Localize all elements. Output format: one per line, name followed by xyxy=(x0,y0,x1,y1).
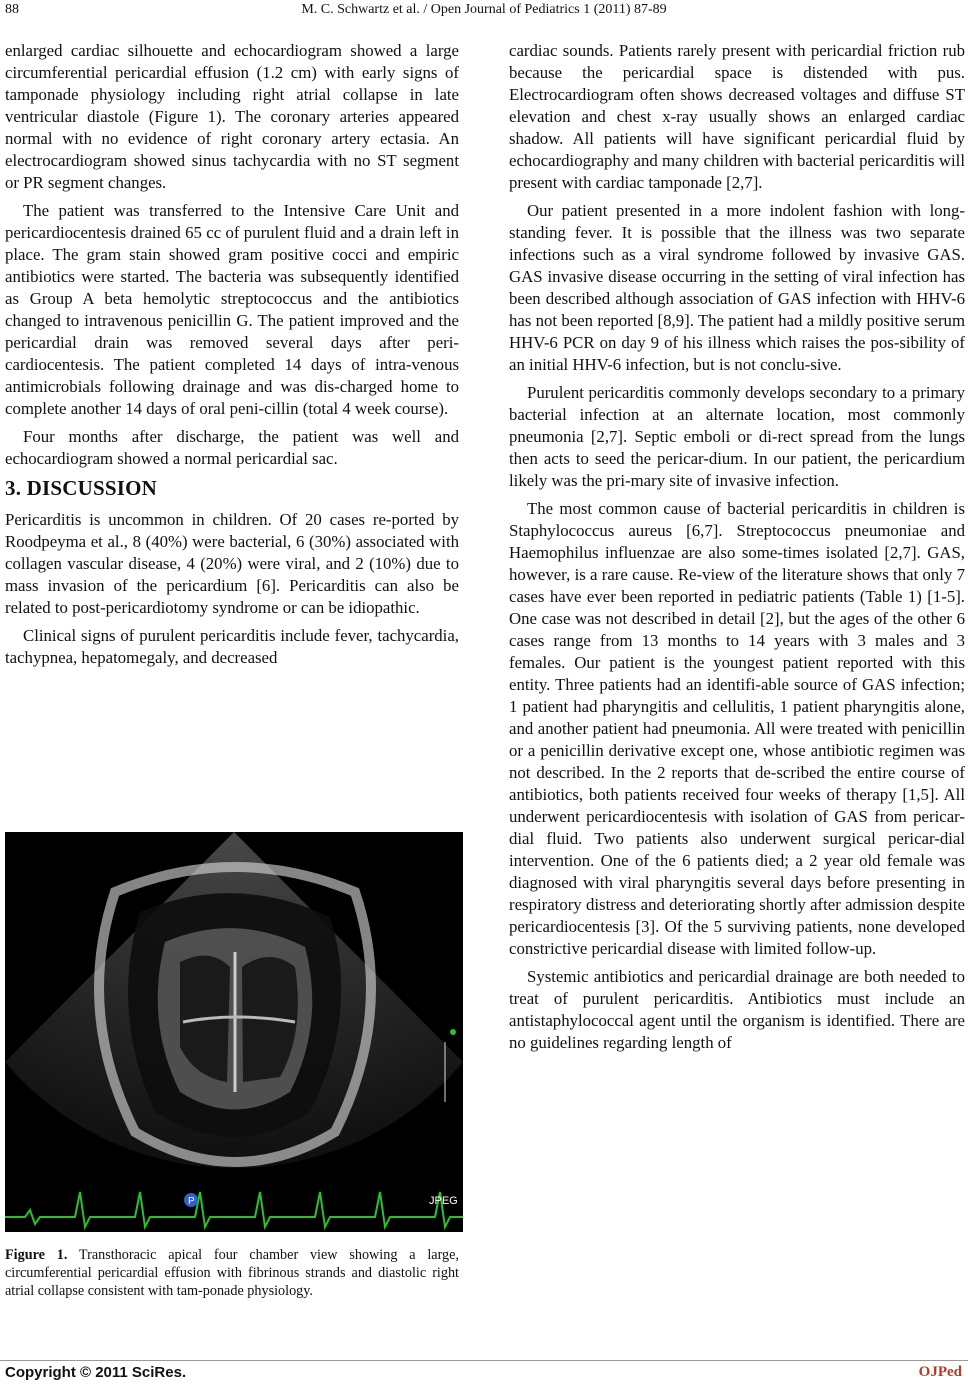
right-paragraph-3: Purulent pericarditis commonly develops secondary to a primary bacterial infection at an alternate location, most commonly pneumonia [2,7]. Septic emboli or di-rect spread from the lungs then acts to seed the pericar-dium. In our patient, the pericardium likely was the pri-mary site of invasive infection. xyxy=(509,383,965,490)
figure-caption xyxy=(5,1246,459,1300)
page-header xyxy=(0,2,968,24)
left-paragraph-1: enlarged cardiac silhouette and echocardiogram showed a large circumferential pericardial effusion (1.2 cm) with early signs of tamponade physiology including right atrial collapse in late ventricular diastole (Figure 1). The coronary arteries appeared normal with no evidence of right coronary artery ectasia. An electrocardiogram showed sinus tachycardia with no ST segment or PR segment changes. xyxy=(5,41,459,192)
figure-label: Figure 1. xyxy=(5,1247,68,1263)
section-heading-discussion: 3. DISCUSSION xyxy=(5,476,157,500)
echocardiogram-figure xyxy=(5,832,463,1232)
right-paragraph-2: Our patient presented in a more indolent fashion with long-standing fever. It is possible that the illness was two separate infections such as a viral syndrome followed by invasive GAS. GAS invasive disease occurring in the setting of viral infection has been described although association of GAS infection with HHV-6 has not been reported [8,9]. The patient had a mildly positive serum HHV-6 PCR on day 9 of his illness which raises the pos-sibility of an initial HHV-6 infection, but is not conclu-sive. xyxy=(509,201,965,374)
page-number: 88 xyxy=(5,2,19,17)
copyright-notice: Copyright © 2011 SciRes. xyxy=(5,1364,187,1381)
ecg-marker-label: P xyxy=(188,1196,195,1207)
right-paragraph-5: Systemic antibiotics and pericardial drainage are both needed to treat of purulent pericarditis. Antibiotics must include an antistaphylococcal agent until the organism is identified. There are no guidelines regarding length of xyxy=(509,967,965,1052)
journal-abbreviation: OJPed xyxy=(918,1364,962,1380)
left-paragraph-4: Pericarditis is uncommon in children. Of 20 cases re-ported by Roodpeyma et al., 8 (40%) were bacterial, 6 (30%) associated with collagen vascular disease, 4 (20%) were viral, and 2 (10%) due to mass invasion of the pericardium [6]. Pericarditis can also be related to post-pericardiotomy syndrome or can be idiopathic. xyxy=(5,510,459,617)
figure-caption-text: Transthoracic apical four chamber view showing a large, circumferential pericardial effusion with fibrinous strands and diastolic right atrial collapse consistent with tam-ponade physiology. xyxy=(5,1247,459,1299)
left-paragraph-5: Clinical signs of purulent pericarditis include fever, tachycardia, tachypnea, hepatomegaly, and decreased xyxy=(5,626,459,667)
jpeg-label: JPEG xyxy=(429,1195,458,1207)
echocardiogram-image xyxy=(5,832,463,1232)
right-column xyxy=(509,40,965,1060)
left-column xyxy=(5,40,459,675)
footer-rule xyxy=(0,1360,968,1361)
right-paragraph-1: cardiac sounds. Patients rarely present with pericardial friction rub because the pericardial space is distended with pus. Electrocardiogram often shows decreased voltages and diffuse ST elevation and chest x-ray usually shows an enlarged cardiac shadow. All patients will have significant pericardial fluid by echocardiography and many children with bacterial pericarditis will present with cardiac tamponade [2,7]. xyxy=(509,41,965,192)
left-paragraph-2: The patient was transferred to the Intensive Care Unit and pericardiocentesis drained 65 cc of purulent fluid and a drain left in place. The gram stain showed gram positive cocci and empiric antibiotics were started. The bacteria was subsequently identified as Group A beta hemolytic streptococcus and the antibiotics changed to intravenous penicillin G. The patient improved and the pericardial drain was removed several days after peri-cardiocentesis. The patient completed 14 days of intra-venous antimicrobials following drainage and was dis-charged home to complete another 14 days of oral peni-cillin (total 4 week course). xyxy=(5,201,459,418)
running-head: M. C. Schwartz et al. / Open Journal of Pediatrics 1 (2011) 87-89 xyxy=(301,2,667,17)
focus-marker-icon xyxy=(450,1029,456,1035)
right-paragraph-4: The most common cause of bacterial pericarditis in children is Staphylococcus aureus [6,7]. Streptococcus pneumoniae and Haemophilus influenzae are also some-times isolated [2,7]. GAS, however, is a rare cause. Re-view of the literature shows that only 7 cases have ever been reported in pediatric patients (Table 1) [1-5]. One case was not described in detail [2], but the ages of the other 6 cases range from 13 months to 14 years with 3 males and 3 females. Our patient is the youngest patient reported with this entity. Three patients had an identifi-able source of GAS infection; 1 patient had pharyngitis and cellulitis, 1 patient pharyngitis alone, and another patient had pneumonia. All were treated with penicillin or a penicillin derivative except one, whose antibiotic regimen was not described. In the 2 reports that de-scribed the entire course of antibiotics, both patients received four weeks of therapy [1,5]. All underwent pericardiocentesis with isolation of GAS from pericar-dial fluid. Two patients also underwent surgical pericar-dial intervention. One of the 6 patients died; a 2 year old female was diagnosed with viral pharyngitis several days before presenting in respiratory distress and deteriorating shortly after admission despite pericardiocentesis [3]. Of the 5 surviving patients, none developed constrictive pericardial disease with limited follow-up. xyxy=(509,499,965,958)
left-paragraph-3: Four months after discharge, the patient was well and echocardiogram showed a normal pericardial sac. xyxy=(5,427,459,468)
